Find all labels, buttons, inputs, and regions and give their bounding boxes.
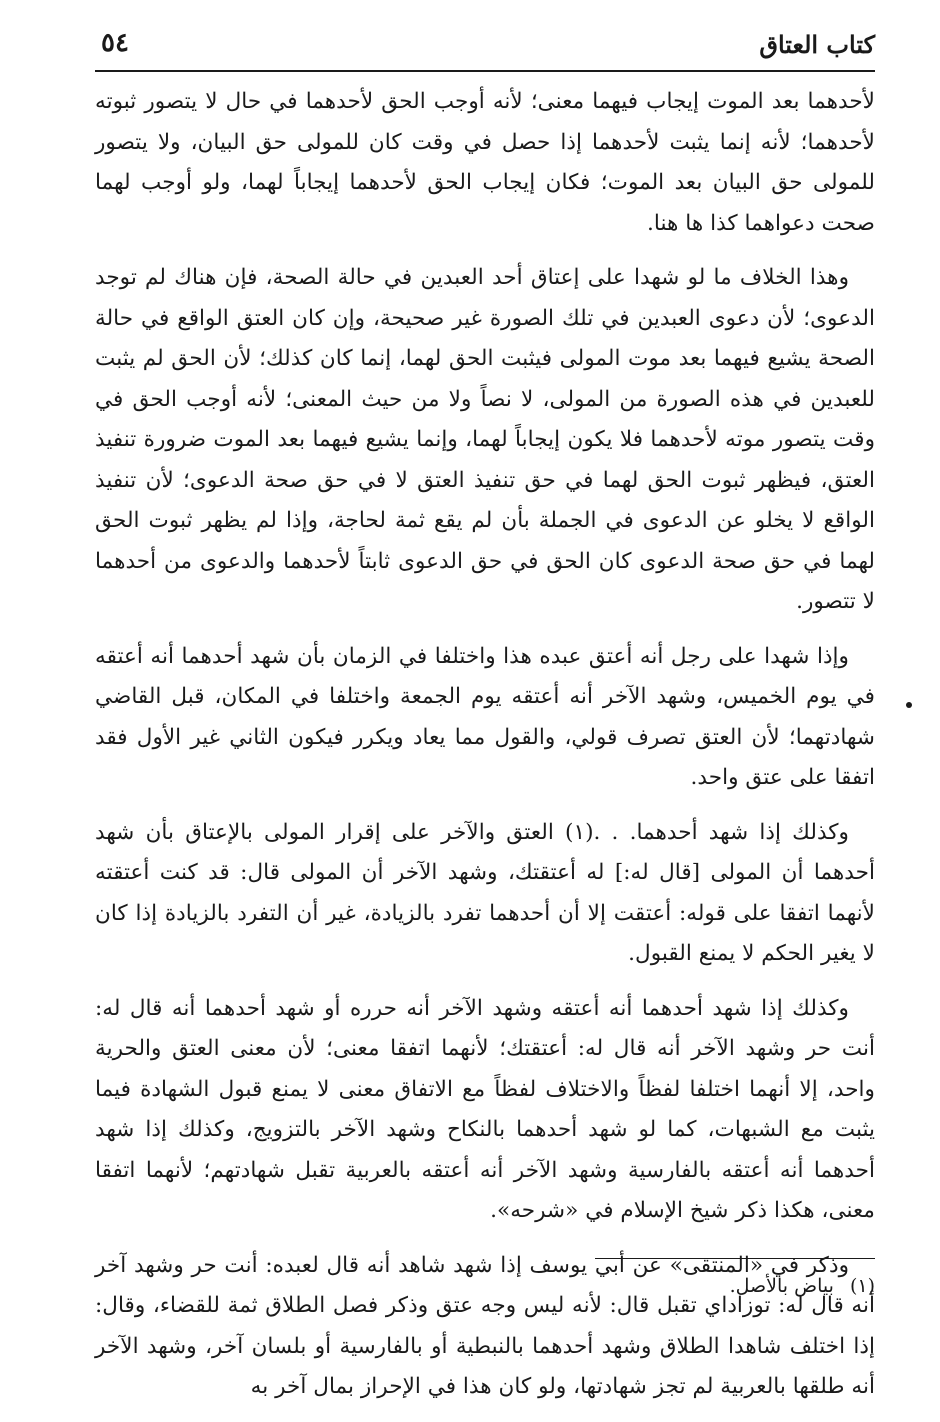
paragraph: لأحدهما بعد الموت إيجاب فيهما معنى؛ لأنه أوجب الحق لأحدهما في حال لا يتصور ثبوته لأحدهما؛ لأنه إنما يثبت لأحدهما إذا حصل في وقت كان للمولى حق البيان، ولا يتصور للمولى حق البيان بعد الموت؛ فكان إيجاب الحق لأحدهما إيجاباً لهما، ولو أوجب لهما صحت دعواهما كذا ها هنا. xyxy=(95,89,875,236)
page-number: ٥٤ xyxy=(101,28,129,58)
paragraph: وإذا شهدا على رجل أنه أعتق عبده هذا واختلفا في الزمان بأن شهد أحدهما أنه أعتقه في يوم الخميس، وشهد الآخر أنه أعتقه يوم الجمعة واختلفا في المكان، قبل القاضي شهادتهما؛ لأن العتق تصرف قولي، والقول مما يعاد ويكرر فيكون الثاني غير الأول فقد اتفقا على عتق واحد. xyxy=(95,643,875,790)
footnote xyxy=(175,1275,875,1297)
header-rule xyxy=(95,70,875,72)
footnote-rule xyxy=(595,1258,875,1259)
page-header xyxy=(95,26,875,66)
paragraph: وكذلك إذا شهد أحدهما أنه أعتقه وشهد الآخر أنه حرره أو شهد أحدهما أنه قال له: أنت حر وشهد الآخر أنه قال له: أعتقتك؛ لأنهما اتفقا معنى؛ لأن معنى العتق والحرية واحد، إلا أنهما اختلفا لفظاً والاختلاف لفظاً مع الاتفاق معنى لا يمنع قبول الشهادة فيما يثبت مع الشبهات، كما لو شهد أحدهما بالنكاح وشهد الآخر بالتزويج، وكذلك إذا شهد أحدهما أنه أعتقه بالفارسية وشهد الآخر أنه أعتقه بالعربية تقبل شهادتهم؛ لأنهما اتفقا معنى، هكذا ذكر شيخ الإسلام في «شرحه». xyxy=(95,995,875,1223)
paragraph: وكذلك إذا شهد أحدهما. . .(١) العتق والآخر على إقرار المولى بالإعتاق بأن شهد أحدهما أن المولى [قال له:] له أعتقتك، وشهد الآخر أن المولى قال: قد كنت أعتقته لأنهما اتفقا على قوله: أعتقت إلا أن أحدهما تفرد بالزيادة، غير أن التفرد بالزيادة إذا كان لا يغير الحكم لا يمنع القبول. xyxy=(95,819,875,966)
paragraph: وذكر في «المنتقى» عن أبي يوسف إذا شهد شاهد أنه قال لعبده: أنت حر وشهد آخر أنه قال له: توزاداي تقبل قال: لأنه ليس وجه عتق وذكر فصل الطلاق ثمة للقضاء، وقال: إذا اختلف شاهدا الطلاق وشهد أحدهما بالنبطية أو بالفارسية أو بلسان آخر، وشهد الآخر أنه طلقها بالعربية لم تجز شهادتها، ولو كان هذا في الإحراز بمال آخر به xyxy=(95,1252,875,1399)
footnote-marker: (١) xyxy=(849,1275,875,1297)
body-text xyxy=(95,82,875,1422)
margin-dot xyxy=(906,702,912,708)
paragraph: وهذا الخلاف ما لو شهدا على إعتاق أحد العبدين في حالة الصحة، فإن هناك لم توجد الدعوى؛ لأن دعوى العبدين في تلك الصورة غير صحيحة، وإن كان العتق الواقع في حالة الصحة يشيع فيهما بعد موت المولى فيثبت الحق لهما، إنما كان كذلك؛ لأن الحق لم يثبت للعبدين في هذه الصورة من المولى، لا نصاً ولا من حيث المعنى؛ لأنه أوجب الحق في وقت يتصور موته لأحدهما فلا يكون إيجاباً لهما، وإنما يشيع فيهما بعد الموت ضرورة تنفيذ العتق، فيظهر ثبوت الحق لهما في حق تنفيذ العتق لا في حق صحة الدعوى؛ لأن تنفيذ الواقع لا يخلو عن الدعوى في الجملة بأن لم يقع ثمة لحاجة، وإذا لم يظهر ثبوت الحق لهما في حق صحة الدعوى كان الحق في حق الدعوى ثابتاً لأحدهما والدعوى من أحدهما لا تتصور. xyxy=(95,265,875,614)
book-title: كتاب العتاق xyxy=(759,30,875,59)
footnote-text: بياض بالأصل. xyxy=(729,1275,834,1297)
